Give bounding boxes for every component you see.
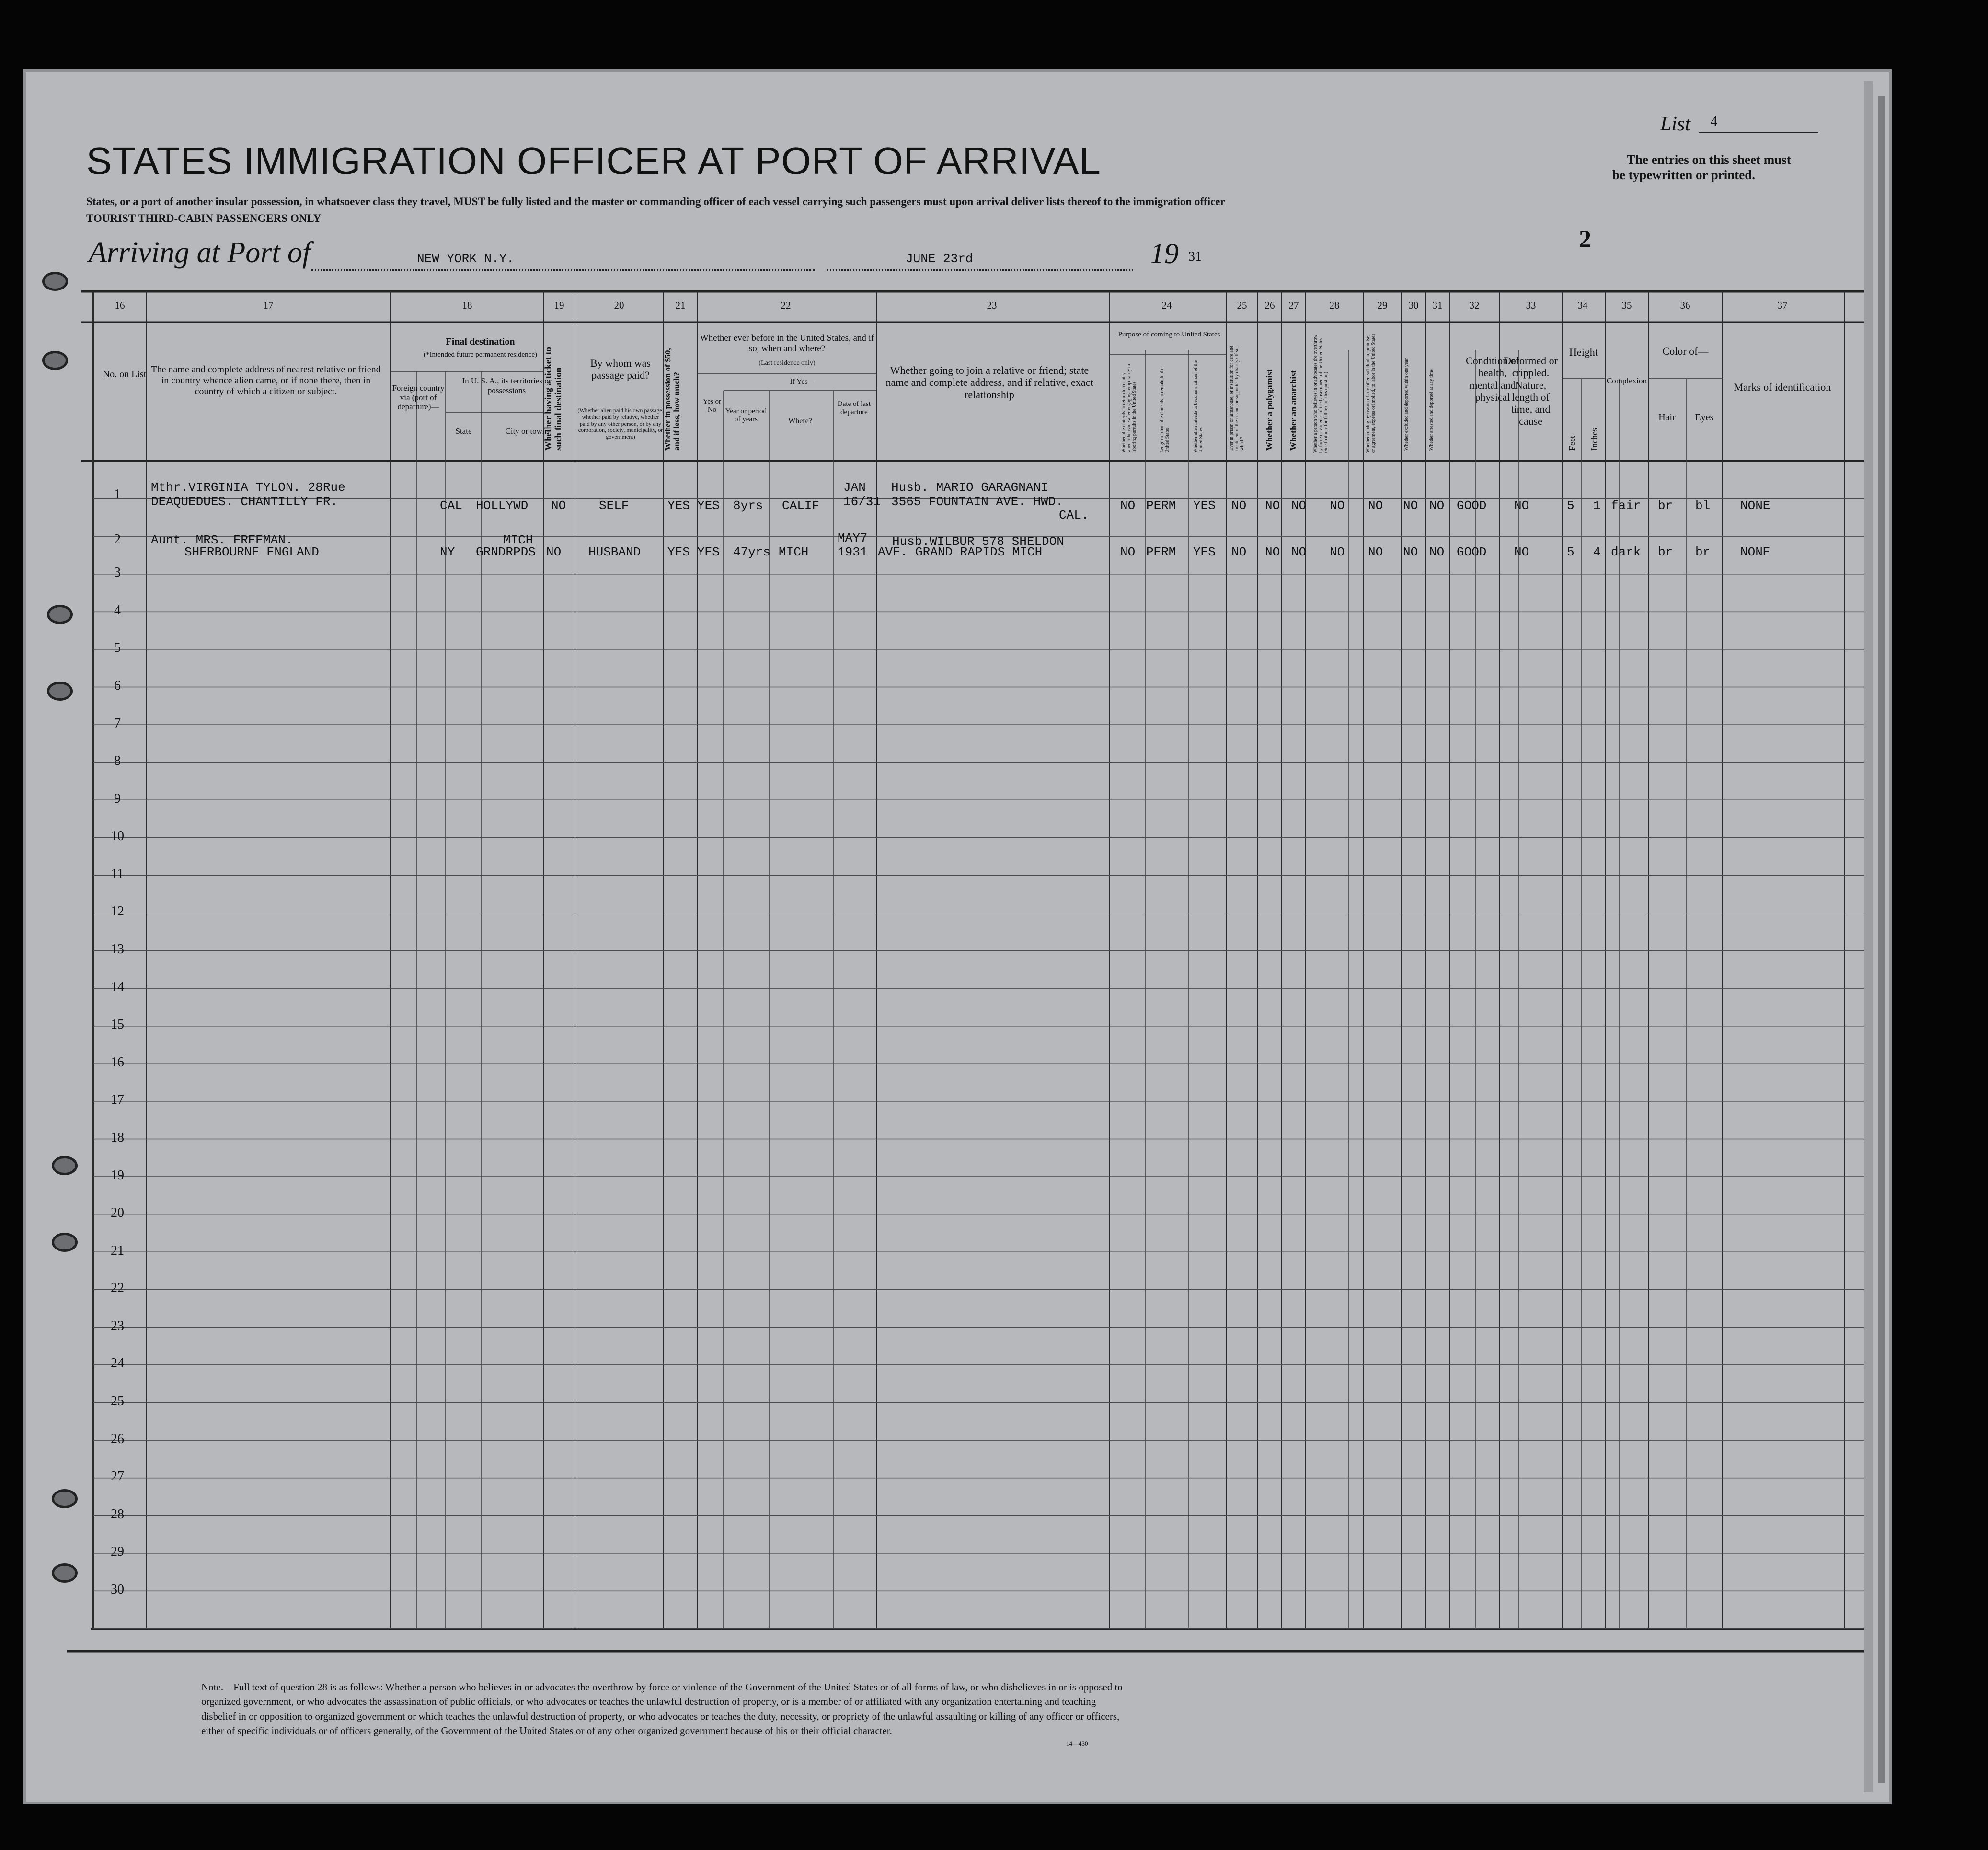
row2-join-line1: Husb.WILBUR 578 SHELDON [892, 534, 1064, 549]
header-deported: Whether arrested and deported at any time [1429, 369, 1434, 451]
row-number-17: 17 [111, 1092, 124, 1108]
row1-city: HOLLYWD [476, 498, 529, 513]
row-number-28: 28 [111, 1506, 124, 1522]
row1-inches: 1 [1593, 498, 1601, 513]
header-no-on-list: No. on List [103, 369, 147, 380]
header-purpose: Purpose of coming to United States [1118, 331, 1220, 338]
row1-ticket: NO [551, 498, 566, 513]
row-number-13: 13 [111, 942, 124, 957]
row1-hair: br [1658, 498, 1673, 513]
header-final-destination-note: (*Intended future permanent residence) [424, 351, 537, 358]
binder-hole [42, 351, 68, 370]
binder-hole [47, 682, 73, 701]
header-deformed: Deformed or crippled. Nature, length of time, and cause [1503, 355, 1558, 428]
port-value: NEW YORK N.Y. [417, 252, 514, 266]
row1-return: NO [1120, 498, 1136, 513]
header-inches: Inches [1589, 428, 1599, 451]
row2-deported: NO [1429, 545, 1445, 559]
row1-q29: NO [1368, 498, 1383, 513]
header-prison: Ever in prison or almshouse, or institution for care and treatment of the insane, or supported by charity? If so, which? [1229, 346, 1245, 451]
page-title: STATES IMMIGRATION OFFICER AT PORT OF ARRIVAL [86, 139, 1101, 182]
header-q29: Whether coming by reason of any offer, solicitation, promise, or agreement, express or implied, to labor in the United States [1366, 334, 1376, 453]
row1-deported: NO [1429, 498, 1445, 513]
list-label: List [1660, 113, 1691, 135]
column-number-26: 26 [1264, 300, 1275, 311]
row-number-12: 12 [111, 904, 124, 919]
row1-excluded: NO [1403, 498, 1418, 513]
header-ever-before: Whether ever before in the United States, and if so, when and where? [700, 333, 874, 354]
header-final-destination: Final destination [446, 336, 515, 347]
column-number-23: 23 [987, 300, 997, 311]
typewritten-note-1: The entries on this sheet must [1627, 152, 1791, 167]
row2-q28: NO [1330, 545, 1345, 559]
row2-excluded: NO [1403, 545, 1418, 559]
row1-polygamist: NO [1265, 498, 1280, 513]
row2-eyes: br [1695, 545, 1711, 559]
row1-anarchist: NO [1291, 498, 1307, 513]
row2-length: PERM [1146, 545, 1176, 559]
header-years: Year or period of years [725, 407, 767, 424]
header-money: Whether in possession of $50, and if less, how much? [663, 348, 681, 451]
row2-city-line2: GRNDRPDS [476, 545, 536, 559]
row-number-11: 11 [111, 866, 124, 881]
row2-ticket: NO [546, 545, 562, 559]
header-join-relative: Whether going to join a relative or friend; state name and complete address, and if relative, exact relationship [885, 364, 1093, 401]
column-number-34: 34 [1577, 300, 1588, 311]
header-hair: Hair [1658, 412, 1676, 423]
row2-years: 47yrs [733, 545, 771, 559]
header-state: State [455, 427, 472, 436]
row-number-5: 5 [114, 640, 121, 656]
row-number-24: 24 [111, 1356, 124, 1371]
column-number-21: 21 [675, 300, 686, 311]
row-number-10: 10 [111, 829, 124, 844]
row-number-16: 16 [111, 1054, 124, 1070]
header-q28: Whether a person who believes in or advocates the overthrow by force or violence of the Government of the United States (See footnote for full text of this question) [1313, 335, 1329, 453]
row-number-26: 26 [111, 1431, 124, 1446]
column-number-19: 19 [554, 300, 564, 311]
column-number-17: 17 [263, 300, 274, 311]
column-number-25: 25 [1237, 300, 1247, 311]
row1-marks: NONE [1740, 498, 1770, 513]
column-number-27: 27 [1288, 300, 1299, 311]
header-last-departure: Date of last departure [837, 400, 871, 416]
row2-anarchist: NO [1291, 545, 1307, 559]
row-number-3: 3 [114, 565, 121, 580]
header-ticket: Whether having a ticket to such final destination [543, 347, 563, 451]
row1-where: CALIF [782, 498, 820, 513]
row-number-29: 29 [111, 1544, 124, 1560]
row2-departure-line2: 1931 [838, 545, 868, 559]
column-number-29: 29 [1377, 300, 1388, 311]
row1-eyes: bl [1695, 498, 1711, 513]
date-value: JUNE 23rd [906, 252, 973, 266]
row1-money: YES [667, 498, 690, 513]
row-number-8: 8 [114, 753, 121, 769]
row-number-1: 1 [114, 487, 121, 502]
binder-hole [52, 1489, 78, 1508]
header-return: Whether alien intends to return to country whence he came after engaging temporarily in laboring pursuits in the United States [1121, 364, 1137, 453]
row-number-2: 2 [114, 532, 121, 547]
column-number-31: 31 [1432, 300, 1443, 311]
column-number-30: 30 [1408, 300, 1419, 311]
row1-health: GOOD [1457, 498, 1487, 513]
header-foreign-country: Foreign country via (port of departure)— [392, 383, 445, 412]
row2-passage: HUSBAND [588, 545, 641, 559]
header-if-yes: If Yes— [790, 378, 816, 386]
row-number-4: 4 [114, 602, 121, 618]
row1-complexion: fair [1611, 498, 1641, 513]
header-last-residence: (Last residence only) [758, 359, 816, 367]
list-number: 4 [1711, 114, 1717, 129]
row1-departure-line2: 16/31 [843, 495, 881, 509]
row2-q29: NO [1368, 545, 1383, 559]
row2-citizen: YES [1193, 545, 1216, 559]
row2-before: YES [697, 545, 720, 559]
binder-hole [52, 1233, 78, 1252]
row1-join-line1: Husb. MARIO GARAGNANI [891, 480, 1048, 495]
header-where: Where? [788, 417, 812, 425]
row2-prison: NO [1231, 545, 1247, 559]
column-number-33: 33 [1526, 300, 1536, 311]
year-suffix: 31 [1188, 249, 1202, 264]
row1-deformed: NO [1514, 498, 1529, 513]
row-number-23: 23 [111, 1318, 124, 1333]
binder-hole [52, 1563, 78, 1583]
header-polygamist: Whether a polygamist [1264, 369, 1274, 451]
arriving-label: Arriving at Port of [89, 236, 311, 269]
header-eyes: Eyes [1695, 412, 1714, 423]
header-color-of: Color of— [1662, 345, 1709, 357]
row2-money: YES [667, 545, 690, 559]
header-length: Length of time alien intends to remain in the United States [1160, 367, 1170, 453]
row1-passage: SELF [599, 498, 629, 513]
column-number-18: 18 [462, 300, 472, 311]
binder-hole [47, 605, 73, 624]
column-number-32: 32 [1469, 300, 1480, 311]
row-number-9: 9 [114, 791, 121, 806]
binder-hole [52, 1156, 78, 1175]
row-number-14: 14 [111, 979, 124, 994]
row1-prison: NO [1231, 498, 1247, 513]
column-number-35: 35 [1621, 300, 1632, 311]
header-anarchist: Whether an anarchist [1288, 370, 1298, 451]
row1-before: YES [697, 498, 720, 513]
header-complexion: Complexion [1606, 376, 1647, 385]
row-number-22: 22 [111, 1281, 124, 1296]
row2-hair: br [1658, 545, 1673, 559]
header-excluded: Whether excluded and deported within one year [1404, 358, 1409, 451]
row1-join-line2: 3565 FOUNTAIN AVE. HWD. [891, 495, 1063, 509]
header-passage-paid: By whom was passage paid? [590, 357, 651, 382]
row2-return: NO [1120, 545, 1136, 559]
header-in-usa: In U. S. A., its territories or possessions [462, 376, 552, 395]
page-number: 2 [1579, 226, 1591, 253]
header-marks: Marks of identification [1734, 381, 1831, 393]
header-citizen: Whether alien intends to become a citizen of the United States [1193, 360, 1204, 453]
row1-q28: NO [1330, 498, 1345, 513]
column-number-36: 36 [1680, 300, 1690, 311]
header-passage-paid-note: (Whether alien paid his own passage, whether paid by relative, whether paid by any other person, or by any corporation, society, municipality, or government) [577, 407, 664, 440]
row2-where: MICH [779, 545, 809, 559]
row2-relative-line1: Aunt. MRS. FREEMAN. [151, 533, 293, 547]
row2-state: NY [440, 545, 455, 559]
header-yes-no: Yes or No [702, 398, 722, 414]
row-number-21: 21 [111, 1243, 124, 1258]
row1-join-line3: CAL. [1059, 508, 1089, 522]
header-health: Condition of health, mental and physical [1466, 355, 1519, 403]
row2-inches: 4 [1593, 545, 1601, 559]
row-number-7: 7 [114, 716, 121, 731]
row1-citizen: YES [1193, 498, 1216, 513]
row-number-30: 30 [111, 1582, 124, 1597]
row-number-20: 20 [111, 1205, 124, 1221]
row-number-19: 19 [111, 1168, 124, 1183]
year-prefix: 19 [1150, 238, 1179, 269]
row-number-18: 18 [111, 1130, 124, 1145]
typewritten-note-2: be typewritten or printed. [1612, 168, 1755, 182]
row1-feet: 5 [1567, 498, 1574, 513]
row1-relative-line2: DEAQUEDUES. CHANTILLY FR. [151, 495, 338, 509]
header-city: City or town [505, 427, 547, 436]
column-number-28: 28 [1329, 300, 1340, 311]
column-number-22: 22 [781, 300, 791, 311]
row1-years: 8yrs [733, 498, 763, 513]
row2-feet: 5 [1567, 545, 1574, 559]
row1-relative-line1: Mthr.VIRGINIA TYLON. 28Rue [151, 480, 345, 495]
row1-departure-line1: JAN [843, 480, 866, 495]
class-line: TOURIST THIRD-CABIN PASSENGERS ONLY [86, 212, 322, 224]
row2-complexion: dark [1611, 545, 1641, 559]
footnote: Note.—Full text of question 28 is as follows: Whether a person who believes in or advocates the overthrow by force or violence of the Government of the United States or of all forms of law, or who disbelieves in or is opposed to organized government, or who advocates the assassination of public officials, or who advocates or teaches the unlawful destruction of property, or is a member of or affiliated with any organization entertaining and teaching disbelief in or opposition to organized government or which teaches the unlawful destruction of property, or who advocates or teaches the duty, necessity, or propriety of the unlawful assaulting or killing of any officer or officers, either of specific individuals or of officers generally, of the Government of the United States or of any other organized government because of his or their official character. [201, 1681, 1123, 1737]
binder-hole [42, 272, 68, 291]
row-number-25: 25 [111, 1394, 124, 1409]
row2-marks: NONE [1740, 545, 1770, 559]
row2-health: GOOD [1457, 545, 1487, 559]
header-height: Height [1569, 346, 1598, 358]
row-number-15: 15 [111, 1017, 124, 1032]
header-feet: Feet [1567, 436, 1577, 451]
row2-departure-line1: MAY7 [838, 531, 868, 545]
row-number-27: 27 [111, 1469, 124, 1484]
column-number-16: 16 [115, 300, 125, 311]
column-number-37: 37 [1777, 300, 1788, 311]
row1-state: CAL [440, 498, 462, 513]
row1-length: PERM [1146, 498, 1176, 513]
row2-deformed: NO [1514, 545, 1529, 559]
row2-polygamist: NO [1265, 545, 1280, 559]
row2-join-line2: AVE. GRAND RAPIDS MICH [878, 545, 1043, 559]
column-number-20: 20 [614, 300, 624, 311]
row2-relative-line2: SHERBOURNE ENGLAND [184, 545, 319, 559]
form-number: 14—430 [1066, 1740, 1088, 1747]
row-number-6: 6 [114, 678, 121, 693]
column-number-24: 24 [1161, 300, 1172, 311]
header-nearest-relative: The name and complete address of nearest relative or friend in country whence alien came, or if none there, then in country of which a citizen or subject. [151, 364, 381, 397]
row2-city-line1: MICH [503, 533, 533, 547]
page-subtitle: States, or a port of another insular possession, in whatsoever class they travel, MUST be fully listed and the master or commanding officer of each vessel carrying such passengers must upon arrival deliver lists thereof to the immigration officer [86, 196, 1225, 208]
